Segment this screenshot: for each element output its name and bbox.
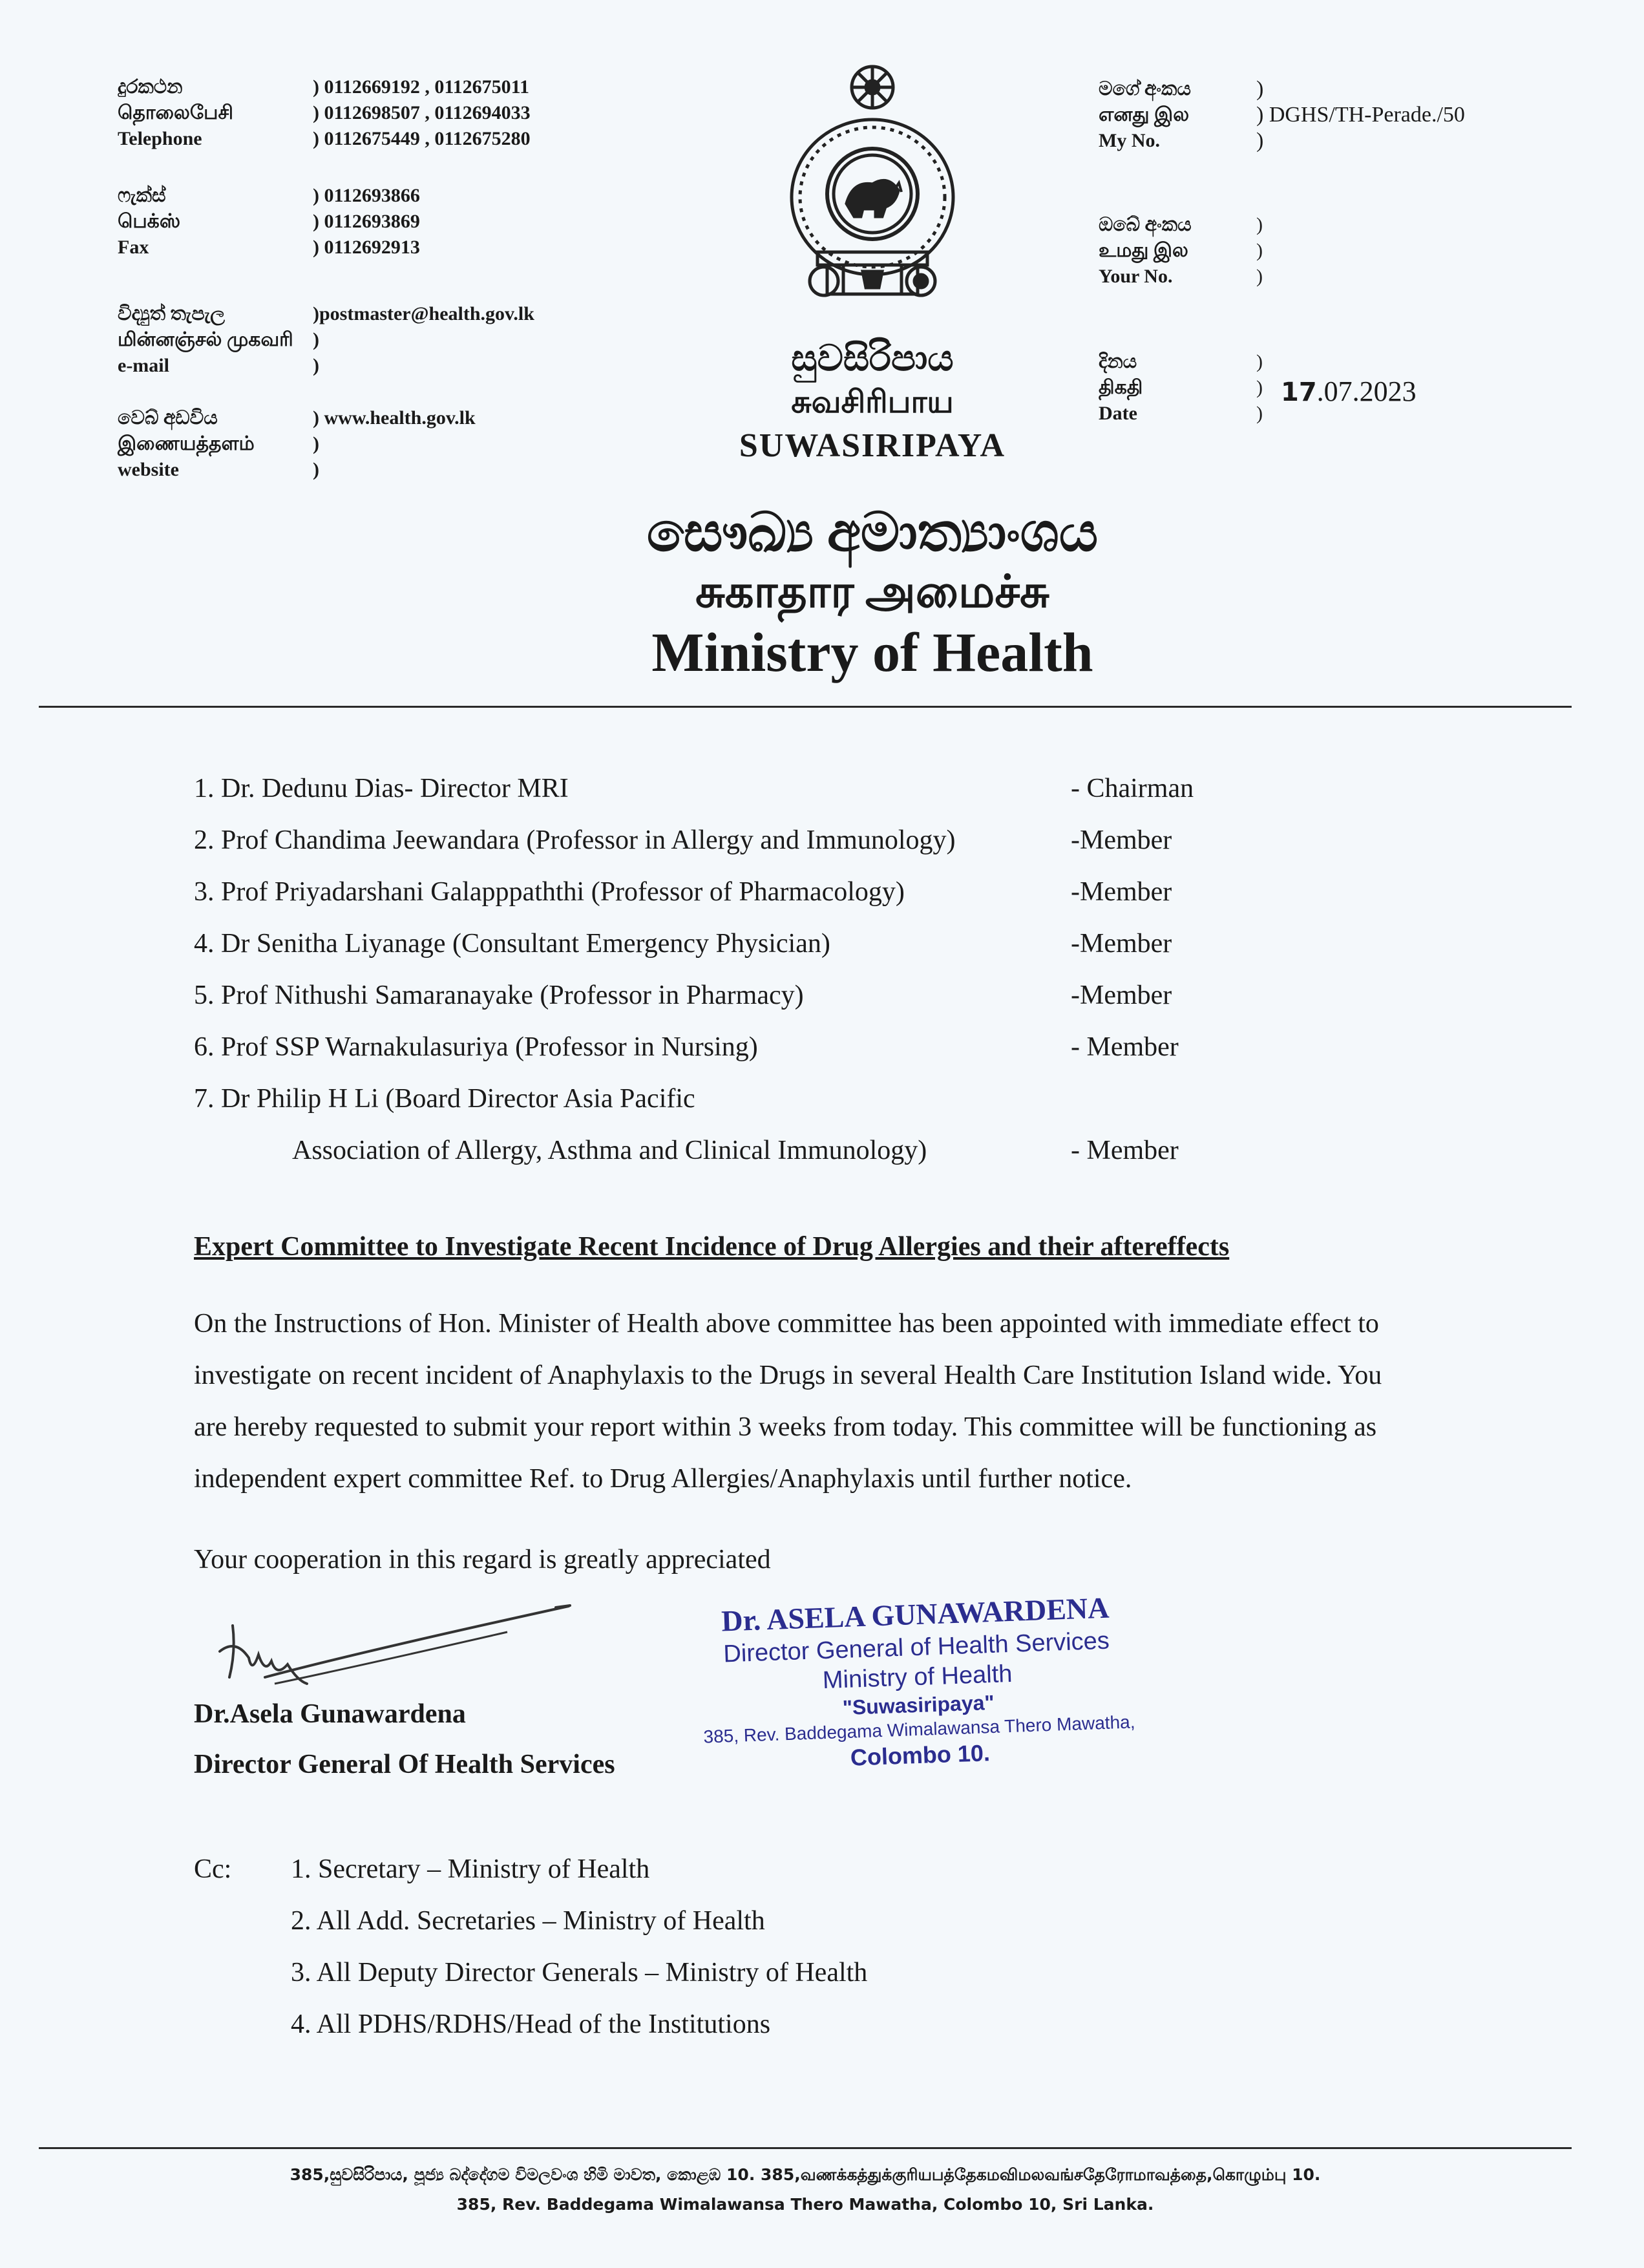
committee-members xyxy=(194,763,1422,1176)
signatory-title: Director General Of Health Services xyxy=(194,1750,615,1779)
stamp-line: Director General of Health Services xyxy=(722,1627,1110,1668)
my-no-values xyxy=(1256,76,1465,154)
date-brackets xyxy=(1256,349,1263,427)
member-row xyxy=(194,763,1422,814)
member-name: 5. Prof Nithushi Samaranayake (Professor in Pharmacy) xyxy=(194,980,804,1010)
subject-heading: Expert Committee to Investigate Recent Incidence of Drug Allergies and their aftereffects xyxy=(194,1232,1230,1262)
email-label-en: e-mail xyxy=(118,355,169,376)
member-role: -Member xyxy=(1071,929,1172,959)
date-bracket: ) xyxy=(1256,377,1263,398)
member-role: - Member xyxy=(1071,1032,1179,1062)
body-line: independent expert committee Ref. to Drug Allergies/Anaphylaxis until further notice. xyxy=(194,1464,1132,1494)
cc-item: 1. Secretary – Ministry of Health xyxy=(291,1854,650,1884)
member-name: 6. Prof SSP Warnakulasuriya (Professor in Nursing) xyxy=(194,1032,758,1062)
email-value: )postmaster@health.gov.lk xyxy=(313,303,534,324)
date-printed: .07.2023 xyxy=(1316,376,1417,407)
fax-value: ) 0112693869 xyxy=(313,211,420,232)
cc-item: 2. All Add. Secretaries – Ministry of Health xyxy=(291,1906,765,1936)
member-row xyxy=(194,866,1422,918)
date-label-si: දිනය xyxy=(1099,351,1137,372)
emblem-graphic xyxy=(779,58,966,310)
my-no-label-si: මගේ අංකය xyxy=(1099,78,1191,100)
stamp-line: Colombo 10. xyxy=(850,1739,991,1771)
telephone-value: ) 0112669192 , 0112675011 xyxy=(313,76,530,98)
stamp-line: "Suwasiripaya" xyxy=(842,1690,995,1720)
stamp-line: Dr. ASELA GUNAWARDENA xyxy=(721,1591,1110,1638)
date-label-ta: திகதி xyxy=(1099,377,1143,398)
fax-value: ) 0112693866 xyxy=(313,185,420,206)
footer-address xyxy=(39,2160,1572,2220)
member-role: - Member xyxy=(1071,1136,1179,1165)
fax-labels xyxy=(118,183,180,260)
member-name: 7. Dr Philip H Li (Board Director Asia Pacific xyxy=(194,1084,695,1114)
telephone-label-ta: தொலைபேசி xyxy=(118,102,233,123)
member-role: -Member xyxy=(1071,825,1172,855)
member-name: 2. Prof Chandima Jeewandara (Professor in Allergy and Immunology) xyxy=(194,825,956,855)
website-value: ) xyxy=(313,459,319,480)
national-emblem xyxy=(779,58,966,310)
ministry-title-sinhala: සෞඛ්‍ය අමාත්‍යාංශය xyxy=(646,503,1099,563)
my-no-value: ) xyxy=(1256,77,1264,101)
email-labels xyxy=(118,301,293,379)
stamp-line: 385, Rev. Baddegama Wimalawansa Thero Mawatha, xyxy=(703,1712,1135,1747)
member-name-continued: Association of Allergy, Asthma and Clinical Immunology) xyxy=(292,1136,927,1165)
your-no-label-si: ඔබේ අංකය xyxy=(1099,214,1192,235)
date-bracket: ) xyxy=(1256,351,1263,372)
telephone-labels xyxy=(118,74,233,152)
body-line: investigate on recent incident of Anaphylaxis to the Drugs in several Health Care Institution Island wide. You xyxy=(194,1361,1382,1390)
telephone-values xyxy=(313,74,531,152)
ministry-title-tamil: சுகாதார அமைச்சு xyxy=(695,567,1049,617)
fax-label-ta: பெக்ஸ் xyxy=(118,211,181,232)
telephone-label-en: Telephone xyxy=(118,128,202,149)
email-label-si: විද්‍යුත් තැපැල xyxy=(118,303,225,324)
member-row xyxy=(194,814,1422,866)
fax-value: ) 0112692913 xyxy=(313,237,420,258)
member-row xyxy=(194,1073,1422,1125)
member-name: 3. Prof Priyadarshani Galapppaththi (Professor of Pharmacology) xyxy=(194,877,905,907)
body-line: On the Instructions of Hon. Minister of Health above committee has been appointed with immediate effect to xyxy=(194,1309,1379,1339)
footer-address-english: 385, Rev. Baddegama Wimalawansa Thero Mawatha, Colombo 10, Sri Lanka. xyxy=(456,2195,1154,2214)
body-line: are hereby requested to submit your report within 3 weeks from today. This committee will be functioning as xyxy=(194,1412,1377,1442)
brand-english: SUWASIRIPAYA xyxy=(739,427,1006,464)
website-label-si: වෙබ් අඩවිය xyxy=(118,407,218,429)
member-role: - Chairman xyxy=(1071,774,1194,803)
email-values xyxy=(313,301,534,379)
email-value: ) xyxy=(313,329,319,350)
email-value: ) xyxy=(313,355,319,376)
header-divider xyxy=(39,706,1572,708)
date-value xyxy=(1281,375,1417,408)
fax-label-en: Fax xyxy=(118,237,149,258)
body-paragraph xyxy=(194,1298,1486,1505)
fax-label-si: ෆැක්ස් xyxy=(118,185,166,206)
date-day-handwritten: 17 xyxy=(1281,377,1317,407)
brand-tamil: சுவசிரிபாய xyxy=(791,385,954,419)
cc-label: Cc: xyxy=(194,1854,232,1884)
stamp-line: Ministry of Health xyxy=(822,1660,1013,1695)
telephone-value: ) 0112698507 , 0112694033 xyxy=(313,102,531,123)
website-values xyxy=(313,405,476,483)
signatory-name: Dr.Asela Gunawardena xyxy=(194,1699,466,1729)
closing-line: Your cooperation in this regard is greatly appreciated xyxy=(194,1545,771,1574)
fax-values xyxy=(313,183,420,260)
date-labels xyxy=(1099,349,1143,427)
member-role: -Member xyxy=(1071,877,1172,907)
website-label-en: website xyxy=(118,459,179,480)
cc-item: 4. All PDHS/RDHS/Head of the Institutions xyxy=(291,2009,771,2039)
member-name: 4. Dr Senitha Liyanage (Consultant Emergency Physician) xyxy=(194,929,830,959)
your-no-value: ) xyxy=(1256,266,1263,287)
my-no-label-ta: எனது இல xyxy=(1099,104,1190,125)
member-row xyxy=(194,1021,1422,1073)
footer-address-local: 385,සුවසිරිපාය, පූජ්‍ය බද්දේගම විමලවංශ හිමි මාවත, කොළඹ 10. 385,வணக்கத்துக்குரியபத்தேகமவிமலவங்சதேரோமாவத்தை,கொழும்பு 10. xyxy=(290,2165,1321,2184)
date-label-en: Date xyxy=(1099,403,1137,424)
your-no-label-ta: உமது இல xyxy=(1099,240,1188,261)
my-no-labels xyxy=(1099,76,1191,154)
ministry-title-english: Ministry of Health xyxy=(651,621,1093,683)
member-row xyxy=(194,918,1422,970)
telephone-value: ) 0112675449 , 0112675280 xyxy=(313,128,531,149)
footer-divider xyxy=(39,2147,1572,2149)
your-no-labels xyxy=(1099,212,1192,290)
member-role: -Member xyxy=(1071,980,1172,1010)
your-no-value: ) xyxy=(1256,240,1263,261)
website-value: ) xyxy=(313,433,319,454)
date-bracket: ) xyxy=(1256,403,1263,424)
email-label-ta: மின்னஞ்சல் முகவரி xyxy=(118,329,293,350)
your-no-value: ) xyxy=(1256,214,1263,235)
my-no-value: ) DGHS/TH-Perade./50 xyxy=(1256,103,1465,127)
website-label-ta: இணையத்தளம் xyxy=(118,433,255,454)
member-row xyxy=(194,970,1422,1021)
my-no-value: ) xyxy=(1256,129,1264,153)
telephone-label-si: දුරකථන xyxy=(118,76,183,98)
ministry-title xyxy=(452,501,1292,684)
your-no-values xyxy=(1256,212,1263,290)
website-value: ) www.health.gov.lk xyxy=(313,407,476,429)
your-no-label-en: Your No. xyxy=(1099,266,1173,287)
cc-list xyxy=(291,1843,867,2050)
cc-item: 3. All Deputy Director Generals – Ministry of Health xyxy=(291,1958,868,1987)
my-no-label-en: My No. xyxy=(1099,130,1160,151)
website-labels xyxy=(118,405,255,483)
brand-sinhala: සුවසිරිපාය xyxy=(791,339,954,379)
official-stamp xyxy=(676,1588,1160,1778)
member-name: 1. Dr. Dedunu Dias- Director MRI xyxy=(194,774,569,803)
member-row xyxy=(194,1125,1422,1176)
